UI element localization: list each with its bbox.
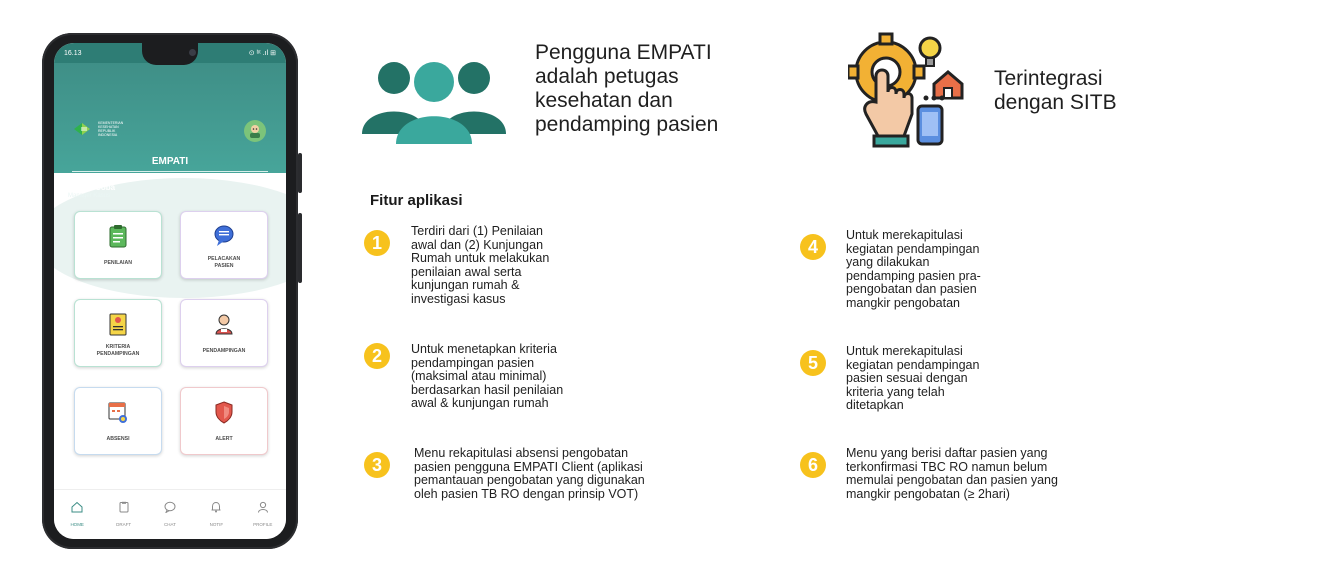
nav-label: NOTIF <box>209 522 224 527</box>
users-text-line-1: Pengguna EMPATI <box>535 41 712 64</box>
feature-badge-2: 2 <box>364 343 390 369</box>
profile-icon <box>257 501 269 513</box>
integration-text-line-1: Terintegrasi <box>994 67 1103 90</box>
phone-volume-button <box>298 213 302 283</box>
features-title: Fitur aplikasi <box>370 192 463 209</box>
feature-badge-4: 4 <box>800 234 826 260</box>
document-icon <box>107 312 129 336</box>
shield-icon <box>213 400 235 424</box>
menu-label: PELACAKAN PASIEN <box>207 256 241 269</box>
users-text-line-3: kesehatan dan <box>535 89 673 112</box>
mascot-icon <box>247 123 263 139</box>
feature-badge-1: 1 <box>364 230 390 256</box>
users-text-line-2: adalah petugas <box>535 65 679 88</box>
nav-label: CHAT <box>164 522 176 527</box>
menu-label: PENILAIAN <box>104 260 132 266</box>
feature-badge-6: 6 <box>800 452 826 478</box>
home-icon <box>71 501 83 513</box>
menu-label: KRITERIA PENDAMPINGAN <box>96 344 140 357</box>
users-text-line-4: pendamping pasien <box>535 113 719 136</box>
feature-text-2: Untuk menetapkan kriteria pendampingan pasien (maksimal atau minimal) berdasarkan hasil penilaian awal & kunjungan rumah <box>411 342 564 410</box>
menu-alert[interactable] <box>180 387 268 455</box>
kemenkes-logo <box>72 121 138 137</box>
status-icons: ⊙ ᵇᵗ .ıl ⊞ <box>248 50 276 57</box>
avatar[interactable] <box>244 120 266 142</box>
header-divider <box>72 171 268 172</box>
menu-label: PENDAMPINGAN <box>202 348 246 354</box>
feature-text-4: Untuk merekapitulasi kegiatan pendampingan yang dilakukan pendamping pasien pra- pengobatan dan pasien mangkir pengobatan <box>846 228 981 310</box>
draft-icon <box>118 501 130 513</box>
calendar-icon <box>107 400 129 424</box>
menu-label: ABSENSI <box>106 436 130 442</box>
nav-home[interactable] <box>57 490 97 539</box>
feature-text-5: Untuk merekapitulasi kegiatan pendampingan pasien sesuai dengan kriteria yang telah ditetapkan <box>846 344 980 412</box>
nav-label: HOME <box>70 522 84 527</box>
feature-badge-5: 5 <box>800 350 826 376</box>
nav-notif[interactable] <box>196 490 236 539</box>
clipboard-icon <box>107 224 129 248</box>
nav-draft[interactable] <box>104 490 144 539</box>
nav-profile[interactable] <box>243 490 283 539</box>
logo-text: KEMENTERIAN KESEHATAN REPUBLIK INDONESIA <box>98 121 124 137</box>
person-icon <box>213 312 235 336</box>
integration-icon <box>848 32 966 148</box>
app-title: EMPATI <box>151 156 189 167</box>
status-time: 16.13 <box>64 49 82 57</box>
camera-icon <box>189 49 196 56</box>
feature-text-6: Menu yang berisi daftar pasien yang terkonfirmasi TBC RO namun belum memulai pengobatan dan pasien yang mangkir pengobatan (≥ 2hari) <box>846 446 1058 501</box>
nav-label: PROFILE <box>253 522 273 527</box>
nav-label: DRAFT <box>116 522 132 527</box>
user-name: MK Uji Coba <box>68 183 116 192</box>
menu-pelacakan-pasien[interactable] <box>180 211 268 279</box>
phone-side-button <box>298 153 302 193</box>
bottom-nav <box>54 489 286 539</box>
menu-kriteria-pendampingan[interactable] <box>74 299 162 367</box>
bell-icon <box>210 501 222 513</box>
nav-chat[interactable] <box>150 490 190 539</box>
menu-pendampingan[interactable] <box>180 299 268 367</box>
user-role: Manager Kasus <box>68 193 111 199</box>
feature-badge-3: 3 <box>364 452 390 478</box>
feature-text-3: Menu rekapitulasi absensi pengobatan pasien pengguna EMPATI Client (aplikasi pemantauan pengobatan yang digunakan oleh pasien TB RO dengan prinsip VOT) <box>414 446 645 501</box>
kemenkes-logo-icon <box>72 121 94 137</box>
phone-mockup <box>42 33 298 549</box>
chat-icon <box>164 501 176 513</box>
menu-label: ALERT <box>215 436 233 442</box>
feature-text-1: Terdiri dari (1) Penilaian awal dan (2) Kunjungan Rumah untuk melakukan penilaian awal serta kunjungan rumah & investigasi kasus <box>411 224 550 306</box>
phone-screen <box>54 43 286 539</box>
users-group-icon <box>362 52 506 144</box>
integration-text-line-2: dengan SITB <box>994 91 1117 114</box>
menu-penilaian[interactable] <box>74 211 162 279</box>
menu-absensi[interactable] <box>74 387 162 455</box>
chat-bubble-icon <box>213 224 235 248</box>
